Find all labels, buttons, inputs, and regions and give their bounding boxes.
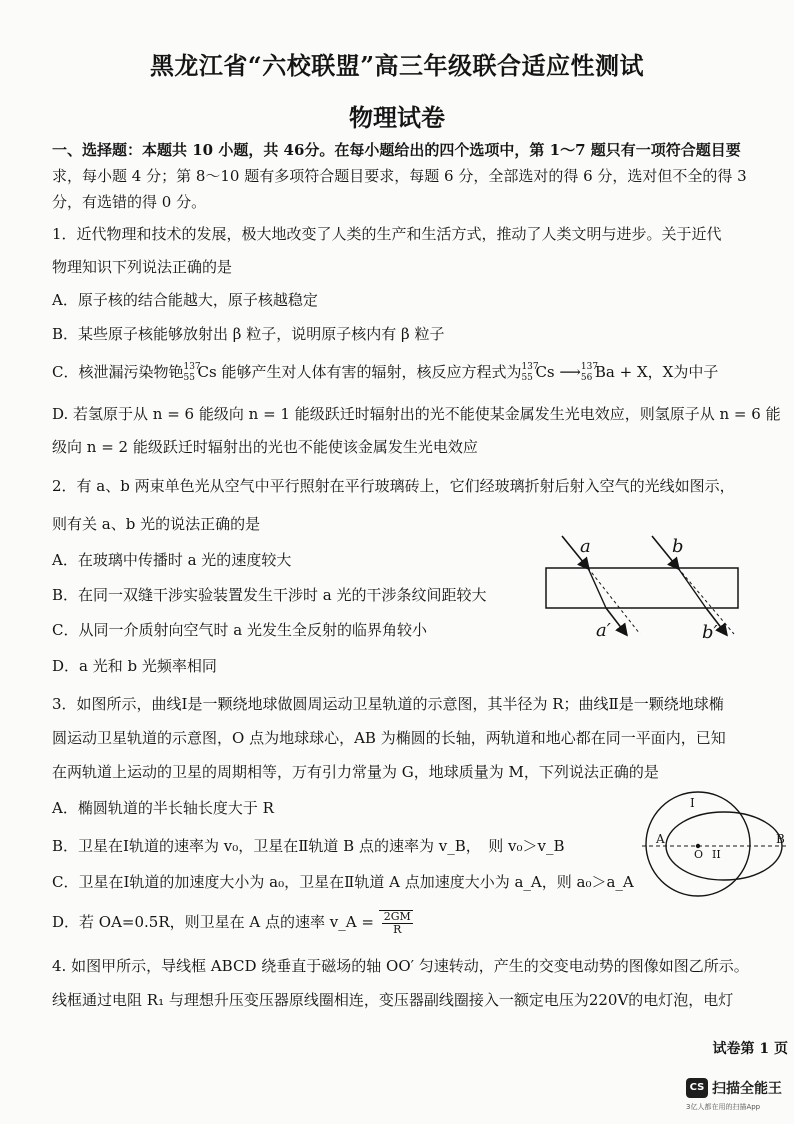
q1-option-d-2: 级向 n = 2 能级跃迁时辐射出的光也不能使该金属发生光电效应 — [52, 438, 478, 456]
q3-stem-1: 3．如图所示，曲线Ⅰ是一颗绕地球做圆周运动卫星轨道的示意图，其半径为 R；曲线Ⅱ是一颗绕地球椭 — [52, 695, 724, 713]
cs-symbol: Cs — [197, 363, 217, 381]
q1-option-c-prefix: C．核泄漏污染物铯 — [52, 363, 184, 381]
section-instruction-2: 求，每小题 4 分；第 8～10 题有多项符合题目要求，每题 6 分，全部选对的得 6 分，选对但不全的得 3 — [52, 167, 747, 185]
section-instruction-1: 一、选择题：本题共 10 小题，共 46分。在每小题给出的四个选项中，第 1～7 题只有一项符合题目要 — [52, 141, 741, 159]
glass-slab-figure — [540, 530, 750, 648]
q1-option-c-end: Ba + X，X为中子 — [594, 363, 719, 381]
reaction-arrow: Cs ⟶ — [535, 363, 581, 381]
q1-option-d-1: D. 若氢原于从 n = 6 能级向 n = 1 能级跃迁时辐射出的光不能使某金属发生光电效应，则氢原子从 n = 6 能 — [52, 405, 781, 423]
frac-numerator: 2GM — [383, 910, 411, 923]
glass-slab — [546, 568, 738, 608]
q1-option-a: A．原子核的结合能越大，原子核越稳定 — [52, 291, 318, 309]
q3-option-d — [52, 910, 772, 936]
label-B: B — [776, 832, 785, 846]
subject-title: 物理试卷 — [349, 103, 445, 132]
scanner-app-name: 扫描全能王 — [712, 1081, 782, 1097]
q3-option-c: C．卫星在Ⅰ轨道的加速度大小为 a₀，卫星在Ⅱ轨道 A 点加速度大小为 a_A，则 a₀＞a_A — [52, 873, 634, 891]
label-O: O — [694, 848, 704, 861]
q3-stem-3: 在两轨道上运动的卫星的周期相等，万有引力常量为 G，地球质量为 M，下列说法正确的是 — [52, 763, 659, 781]
label-I: I — [690, 796, 695, 810]
q2-stem-1: 2．有 a、b 两束单色光从空气中平行照射在平行玻璃砖上，它们经玻璃折射后射入空气的光线如图示， — [52, 477, 735, 495]
q4-stem-1: 4. 如图甲所示，导线框 ABCD 绕垂直于磁场的轴 OO′ 匀速转动，产生的交变电动势的图像如图乙所示。 — [52, 957, 749, 975]
scanner-tagline: 3亿人都在用的扫描App — [686, 1103, 761, 1111]
cs-isotope-2: 137 55 — [521, 362, 539, 383]
ba-mass: 137 — [580, 362, 599, 372]
q2-option-a: A．在玻璃中传播时 a 光的速度较大 — [52, 551, 292, 569]
label-A: A — [656, 832, 665, 846]
q1-option-c-middle: 能够产生对人体有害的辐射，核反应方程式为 — [216, 363, 522, 381]
label-a: a — [580, 536, 591, 557]
q1-stem-2: 物理知识下列说法正确的是 — [52, 258, 233, 276]
sqrt-expression — [379, 910, 413, 936]
q3-option-a: A．椭圆轨道的半长轴长度大于 R — [52, 799, 274, 817]
ba-z: 56 — [580, 373, 593, 383]
q2-option-b: B．在同一双缝干涉实验装置发生干涉时 a 光的干涉条纹间距较大 — [52, 586, 487, 604]
ba-isotope — [580, 362, 599, 383]
label-b-prime: b′ — [702, 622, 718, 643]
q4-stem-2: 线框通过电阻 R₁ 与理想升压变压器原线圈相连，变压器副线圈接入一额定电压为220V的电灯泡，电灯 — [52, 991, 734, 1009]
q1-option-b: B．某些原子核能够放射出 β 粒子，说明原子核内有 β 粒子 — [52, 325, 445, 343]
cs-z: 55 — [183, 373, 195, 383]
section-instruction-3: 分，有选错的得 0 分。 — [52, 193, 207, 211]
q3-option-d-prefix: D．若 OA=0.5R，则卫星在 A 点的速率 v_A = — [52, 913, 379, 931]
page-footer: 试卷第 1 页 — [712, 1041, 788, 1057]
cs-mass: 137 — [183, 362, 201, 372]
exam-title: 黑龙江省“六校联盟”高三年级联合适应性测试 — [149, 51, 645, 80]
label-II: II — [712, 848, 721, 861]
ray-b-refracted — [678, 568, 706, 608]
frac-denominator: R — [393, 923, 402, 936]
q2-option-c: C．从同一介质射向空气时 a 光发生全反射的临界角较小 — [52, 621, 427, 639]
label-a-prime: a′ — [596, 620, 611, 641]
q1-option-c — [52, 362, 772, 382]
label-b: b — [672, 536, 684, 557]
cs-isotope — [183, 362, 201, 383]
q2-stem-2: 则有关 a、b 光的说法正确的是 — [52, 515, 261, 533]
q2-option-d: D．a 光和 b 光频率相同 — [52, 657, 217, 675]
q3-stem-2: 圆运动卫星轨道的示意图，O 点为地球球心，AB 为椭圆的长轴，两轨道和地心都在同一平面内，已知 — [52, 729, 726, 747]
scanner-logo-icon: CS — [686, 1078, 708, 1098]
q3-option-b: B．卫星在Ⅰ轨道的速率为 v₀，卫星在Ⅱ轨道 B 点的速率为 v_B， 则 v₀＞v_B — [52, 837, 565, 855]
q1-stem-1: 1．近代物理和技术的发展，极大地改变了人类的生产和生活方式，推动了人类文明与进步。关于近代 — [52, 225, 722, 243]
